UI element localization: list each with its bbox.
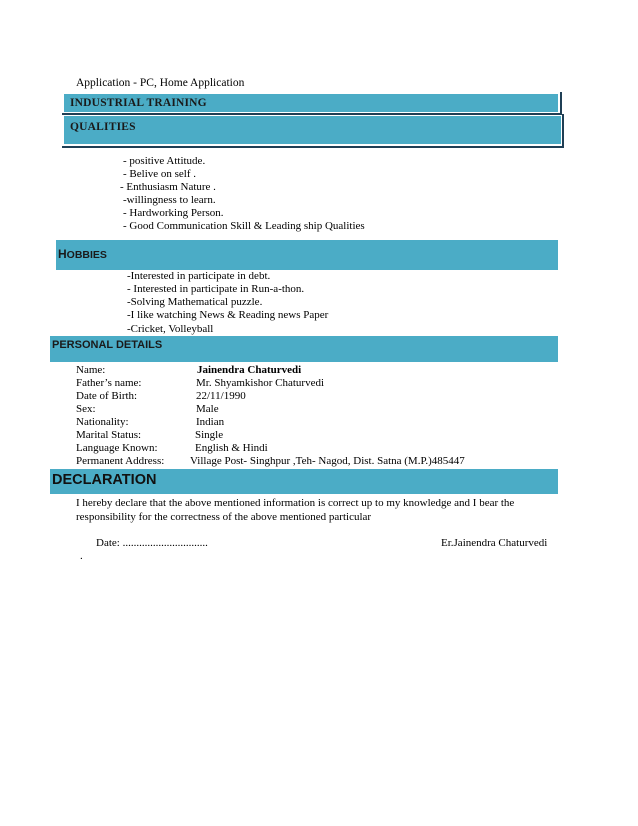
declaration-text-line2: responsibility for the correctness of the above mentioned particular [76,511,372,523]
date-field: Date: ............................... [96,537,208,549]
personal-details-heading: PERSONAL DETAILS [52,339,163,351]
hobbies-heading-rest: OBBIES [66,249,107,261]
name-label: Name: [76,364,106,376]
father-label: Father’s name: [76,377,142,389]
declaration-heading: DECLARATION [52,472,157,488]
address-label: Permanent Address: [76,455,165,467]
qualities-heading: QUALITIES [70,121,136,133]
trailing-dot: . [80,550,83,562]
sex-value: Male [196,403,219,415]
nationality-label: Nationality: [76,416,129,428]
quality-item: - Enthusiasm Nature . [120,181,216,193]
marital-value: Single [195,429,224,441]
quality-item: - Belive on self . [123,168,197,180]
sex-label: Sex: [76,403,96,415]
nationality-value: Indian [196,416,225,428]
hobby-item: -Cricket, Volleyball [127,323,214,335]
hobbies-bar [56,240,558,270]
dob-label: Date of Birth: [76,390,138,402]
hobbies-heading-initial: H [58,247,67,261]
declaration-text-line1: I hereby declare that the above mentioned information is correct up to my knowledge and I bear the [76,497,515,509]
hobby-item: -Interested in participate in debt. [127,270,271,282]
language-label: Language Known: [76,442,158,454]
application-line: Application - PC, Home Application [76,77,245,89]
signature: Er.Jainendra Chaturvedi [441,537,548,549]
hobbies-heading [58,247,107,261]
quality-item: - Good Communication Skill & Leading ship Qualities [123,220,365,232]
name-value: Jainendra Chaturvedi [197,364,302,376]
quality-item: - Hardworking Person. [123,207,224,219]
father-value: Mr. Shyamkishor Chaturvedi [196,377,325,389]
quality-item: -willingness to learn. [123,194,216,206]
quality-item: - positive Attitude. [123,155,206,167]
dob-value: 22/11/1990 [196,390,246,402]
hobby-item: -Solving Mathematical puzzle. [127,296,263,308]
hobby-item: - Interested in participate in Run-a-thon. [127,283,305,295]
marital-label: Marital Status: [76,429,142,441]
address-value: Village Post- Singhpur ,Teh- Nagod, Dist. Satna (M.P.)485447 [190,455,465,467]
industrial-training-heading: INDUSTRIAL TRAINING [70,97,207,109]
language-value: English & Hindi [195,442,268,454]
qualities-bar [64,116,561,144]
hobby-item: -I like watching News & Reading news Paper [127,309,329,321]
